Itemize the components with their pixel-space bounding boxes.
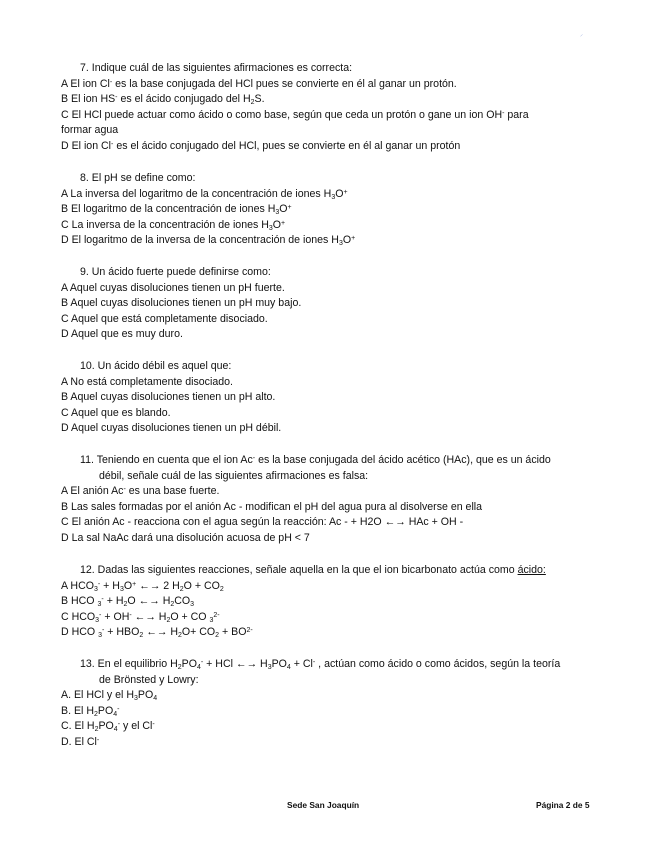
- question-9-option-b: B Aquel cuyas disoluciones tienen un pH muy bajo.: [61, 297, 302, 310]
- question-11-option-c: C El anión Ac - reacciona con el agua según la reacción: Ac - + H2O ←→ HAc + OH -: [61, 516, 464, 529]
- question-8-option-a: A La inversa del logaritmo de la concentración de iones $H_3O^+$: [61, 187, 348, 201]
- question-9-option-c: C Aquel que está completamente disociado.: [61, 312, 268, 325]
- question-8-stem: 8. El pH se define como:: [80, 172, 196, 184]
- question-11-option-d: D La sal NaAc dará una disolución acuosa de pH < 7: [61, 531, 310, 544]
- question-13-option-a: A. El HCl y el $H_3PO_4$: [61, 689, 158, 703]
- corner-mark: ⸝: [580, 32, 584, 38]
- question-13-option-d: D. El Cl-: [61, 735, 100, 748]
- question-12-option-b: B HCO $_3^- + H_2O$ ←→ $H_2CO_3$: [61, 595, 195, 609]
- question-7-option-c-cont: formar agua: [61, 124, 119, 137]
- question-10-option-b: B Aquel cuyas disoluciones tienen un pH alto.: [61, 391, 276, 404]
- question-11-option-a: A El anión Ac- es una base fuerte.: [61, 485, 220, 498]
- question-12-option-a: A $HCO_3^- + H_3O^+$ ←→ 2 $H_2O + CO_2$: [61, 579, 224, 593]
- question-13-option-b: B. El $H_2PO_4^-$: [61, 704, 120, 718]
- question-9: [61, 265, 606, 343]
- question-8-option-d: D El logaritmo de la inversa de la concentración de iones $H_3O^+$: [61, 234, 356, 248]
- question-11-option-b: B Las sales formadas por el anión Ac - modifican el pH del agua pura al disolverse en ella: [61, 500, 483, 513]
- question-7-option-b: B El ion HS- es el ácido conjugado del $H_2S$.: [61, 93, 265, 107]
- question-8-option-c: C La inversa de la concentración de iones $H_3O^+$: [61, 218, 286, 232]
- question-11: [61, 453, 606, 547]
- question-9-option-a: A Aquel cuyas disoluciones tienen un pH fuerte.: [61, 281, 285, 294]
- question-8-option-b: B El logaritmo de la concentración de iones $H_3O^+$: [61, 203, 292, 217]
- question-12: [61, 563, 606, 641]
- question-12-option-c: C $HCO_3^- + OH^-$ ←→ $H_2O$ + CO $_3^{2-}$: [61, 610, 220, 624]
- question-11-stem-cont: débil, señale cuál de las siguientes afirmaciones es falsa:: [99, 469, 369, 482]
- question-7-stem: 7. Indique cuál de las siguientes afirmaciones es correcta:: [80, 62, 353, 74]
- question-13-stem-cont: de Brönsted y Lowry:: [99, 673, 199, 686]
- question-7: [61, 61, 606, 155]
- footer-location: Sede San Joaquín: [287, 800, 360, 810]
- question-13: [61, 657, 606, 751]
- question-10-option-a: A No está completamente disociado.: [61, 375, 233, 388]
- question-11-stem: 11. Teniendo en cuenta que el ion Ac- es la base conjugada del ácido acético (HAc), que es un ácido: [80, 454, 551, 466]
- question-13-stem: 13. En el equilibrio $H_2PO_4^-$ + HCl ←→ $H_3PO_4 + Cl^-$ , actúan como ácido o como ácidos, según la teoría: [80, 658, 561, 671]
- question-12-option-d: D HCO $_3^- + HBO_2$ ←→ $H_2O+ CO_2 + BO^{2-}$: [61, 626, 253, 640]
- question-13-option-c: C. El $H_2PO_4^-$ y el Cl-: [61, 720, 155, 734]
- question-7-option-d: D El ion Cl- es el ácido conjugado del HCl, pues se convierte en él al ganar un protón: [61, 139, 461, 152]
- question-12-stem: 12. Dadas las siguientes reacciones, señale aquella en la que el ion bicarbonato actúa como ácido:: [80, 564, 546, 576]
- question-7-option-c: C El HCl puede actuar como ácido o como base, según que ceda un protón o gane un ion OH- para: [61, 108, 529, 121]
- question-8: [61, 171, 606, 249]
- question-9-stem: 9. Un ácido fuerte puede definirse como:: [80, 266, 271, 278]
- footer-page-number: Página 2 de 5: [536, 800, 590, 810]
- question-9-option-d: D Aquel que es muy duro.: [61, 328, 183, 341]
- question-10: [61, 359, 606, 437]
- question-10-option-d: D Aquel cuyas disoluciones tienen un pH débil.: [61, 422, 282, 435]
- question-7-option-a: A El ion Cl- es la base conjugada del HCl pues se convierte en él al ganar un protón.: [61, 77, 457, 90]
- question-10-stem: 10. Un ácido débil es aquel que:: [80, 360, 232, 372]
- question-10-option-c: C Aquel que es blando.: [61, 406, 171, 419]
